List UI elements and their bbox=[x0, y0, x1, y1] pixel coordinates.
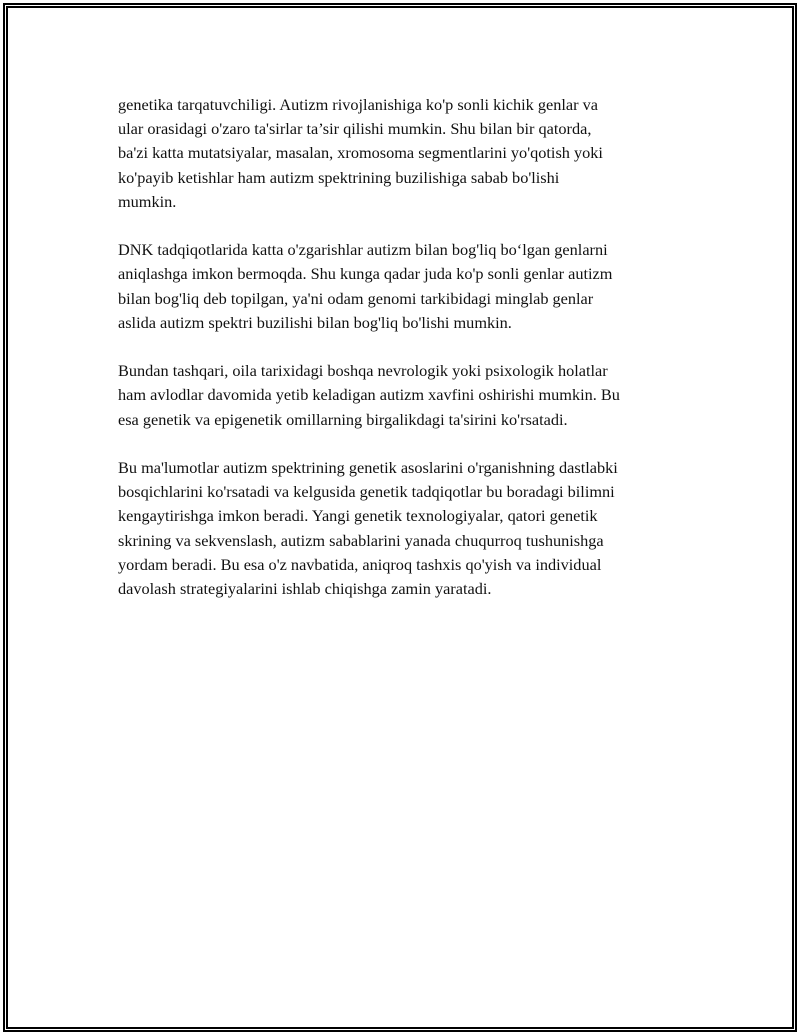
paragraph-2: DNK tadqiqotlarida katta o'zgarishlar autizm bilan bog'liq bo‘lgan genlarni aniqlashga imkon bermoqda. Shu kunga qadar juda ko'p sonli genlar autizm bilan bog'liq deb topilgan, ya'ni odam genomi tarkibidagi minglab genlar aslida autizm spektri buzilishi bilan bog'liq bo'lishi mumkin. bbox=[118, 240, 613, 332]
paragraph-1: genetika tarqatuvchiligi. Autizm rivojlanishiga ko'p sonli kichik genlar va ular orasidagi o'zaro ta'sirlar ta’sir qilishi mumkin. Shu bilan bir qatorda, ba'zi katta mutatsiyalar, masalan, xromosoma segmentlarini yo'qotish yoki ko'payib ketishlar ham autizm spektrining buzilishiga sabab bo'lishi mumkin. bbox=[118, 95, 603, 211]
page-body bbox=[118, 93, 698, 625]
paragraph-4: Bu ma'lumotlar autizm spektrining genetik asoslarini o'rganishning dastlabki bosqichlarini ko'rsatadi va kelgusida genetik tadqiqotlar bu boradagi bilimni kengaytirishga imkon beradi. Yangi genetik texnologiyalar, qatori genetik skrining va sekvenslash, autizm sabablarini yanada chuqurroq tushunishga yordam beradi. Bu esa o'z navbatida, aniqroq tashxis qo'yish va individual davolash strategiyalarini ishlab chiqishga zamin yaratadi. bbox=[118, 458, 618, 599]
paragraph-3: Bundan tashqari, oila tarixidagi boshqa nevrologik yoki psixologik holatlar ham avlodlar davomida yetib keladigan autizm xavfini oshirishi mumkin. Bu esa genetik va epigenetik omillarning birgalikdagi ta'sirini ko'rsatadi. bbox=[118, 361, 620, 429]
